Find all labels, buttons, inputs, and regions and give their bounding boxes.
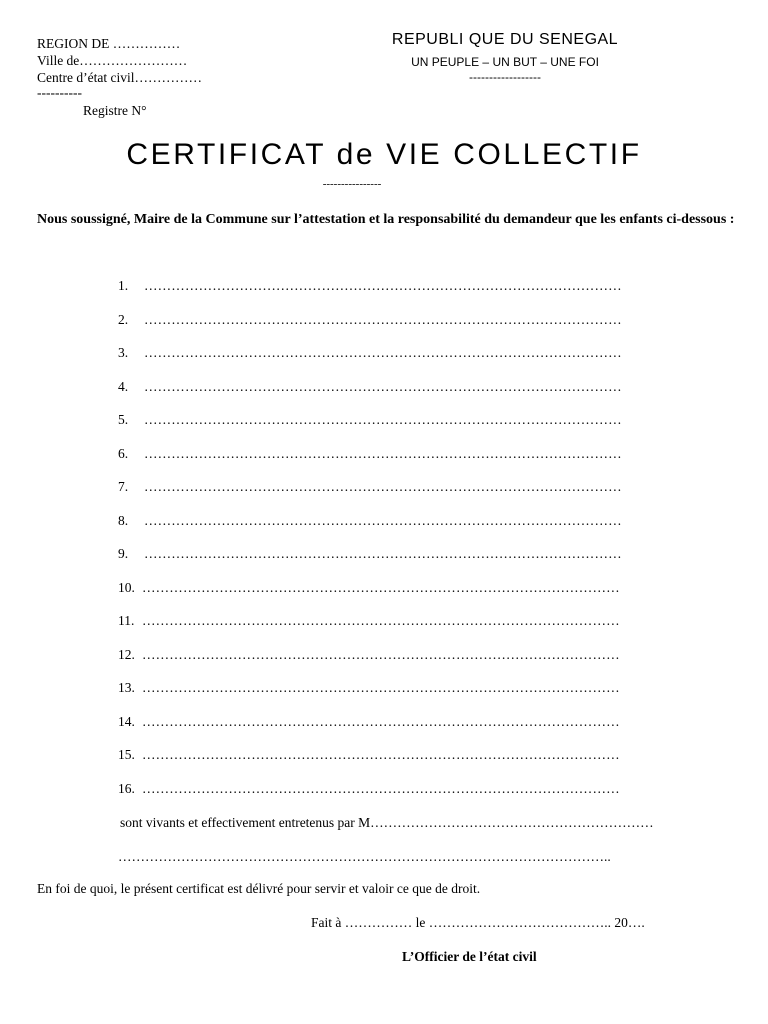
list-item-number: 12. (118, 646, 135, 662)
list-item (118, 513, 622, 529)
list-item-number: 5. (118, 412, 129, 427)
centre-etat-civil-field: Centre d’état civil…………… (37, 70, 202, 85)
list-item (118, 781, 620, 797)
list-item-dotted-line: …………………………………………………………………………………………… (144, 311, 622, 327)
list-item-dotted-line: …………………………………………………………………………………………… (144, 479, 622, 494)
list-item (118, 714, 620, 730)
list-item-number: 7. (118, 479, 129, 494)
list-item (118, 680, 620, 696)
list-item-number: 16. (118, 780, 135, 796)
list-item-dotted-line: …………………………………………………………………………………………… (144, 412, 622, 427)
vivants-line: sont vivants et effectivement entretenus par M……………………………………………………… (120, 815, 654, 830)
list-item-number: 14. (118, 713, 135, 729)
list-item-number: 10. (118, 579, 135, 595)
title-dashes: ---------------- (322, 178, 382, 190)
en-foi-statement: En foi de quoi, le présent certificat est délivré pour servir et valoir ce que de droit. (37, 881, 481, 896)
list-item-number: 3. (118, 345, 129, 360)
list-item (118, 580, 620, 596)
list-item-dotted-line: …………………………………………………………………………………………… (144, 278, 622, 293)
list-item-number: 4. (118, 378, 129, 394)
list-item-dotted-line: …………………………………………………………………………………………… (142, 713, 620, 729)
list-item-number: 13. (118, 680, 135, 695)
list-item (118, 613, 620, 629)
list-item-number: 9. (118, 546, 129, 561)
ville-field: Ville de…………………… (37, 53, 188, 68)
registre-number: Registre N° (83, 103, 147, 118)
continuation-dots-line: ……………………………………………………………………………………………….. (118, 849, 611, 864)
list-item-number: 1. (118, 278, 129, 293)
officier-signature-label: L’Officier de l’état civil (402, 949, 537, 964)
list-item (118, 446, 622, 462)
list-item-number: 11. (118, 613, 135, 628)
list-item-dotted-line: …………………………………………………………………………………………… (142, 613, 620, 628)
list-item (118, 345, 622, 361)
list-item-dotted-line: …………………………………………………………………………………………… (142, 747, 620, 762)
list-item (118, 278, 622, 294)
fait-a-line: Fait à …………… le ………………………………….. 20…. (311, 915, 645, 930)
list-item-dotted-line: …………………………………………………………………………………………… (144, 546, 622, 561)
republique-heading: REPUBLI QUE DU SENEGAL (391, 31, 619, 48)
list-item-number: 15. (118, 747, 135, 762)
region-field: REGION DE …………… (37, 36, 181, 51)
devise-text: UN PEUPLE – UN BUT – UNE FOI (411, 55, 599, 69)
list-item (118, 747, 620, 763)
header-right-dashes: ------------------ (469, 70, 541, 84)
list-item (118, 546, 622, 562)
list-item-number: 8. (118, 512, 129, 528)
list-item-dotted-line: …………………………………………………………………………………………… (142, 680, 620, 695)
list-item (118, 312, 622, 328)
list-item-dotted-line: …………………………………………………………………………………………… (144, 345, 622, 360)
list-item (118, 647, 620, 663)
intro-statement: Nous soussigné, Maire de la Commune sur l’attestation et la responsabilité du demandeur que les enfants ci-dessous : (37, 212, 735, 227)
header-left-dashes: ---------- (37, 85, 82, 100)
list-item-number: 2. (118, 311, 129, 327)
list-item (118, 479, 622, 495)
document-title: CERTIFICAT de VIE COLLECTIF (126, 138, 642, 171)
list-item-number: 6. (118, 445, 129, 461)
list-item-dotted-line: …………………………………………………………………………………………… (144, 512, 622, 528)
list-item-dotted-line: …………………………………………………………………………………………… (142, 780, 620, 796)
list-item-dotted-line: …………………………………………………………………………………………… (142, 646, 620, 662)
list-item (118, 379, 622, 395)
list-item-dotted-line: …………………………………………………………………………………………… (144, 378, 622, 394)
list-item (118, 412, 622, 428)
list-item-dotted-line: …………………………………………………………………………………………… (144, 445, 622, 461)
list-item-dotted-line: …………………………………………………………………………………………… (142, 579, 620, 595)
